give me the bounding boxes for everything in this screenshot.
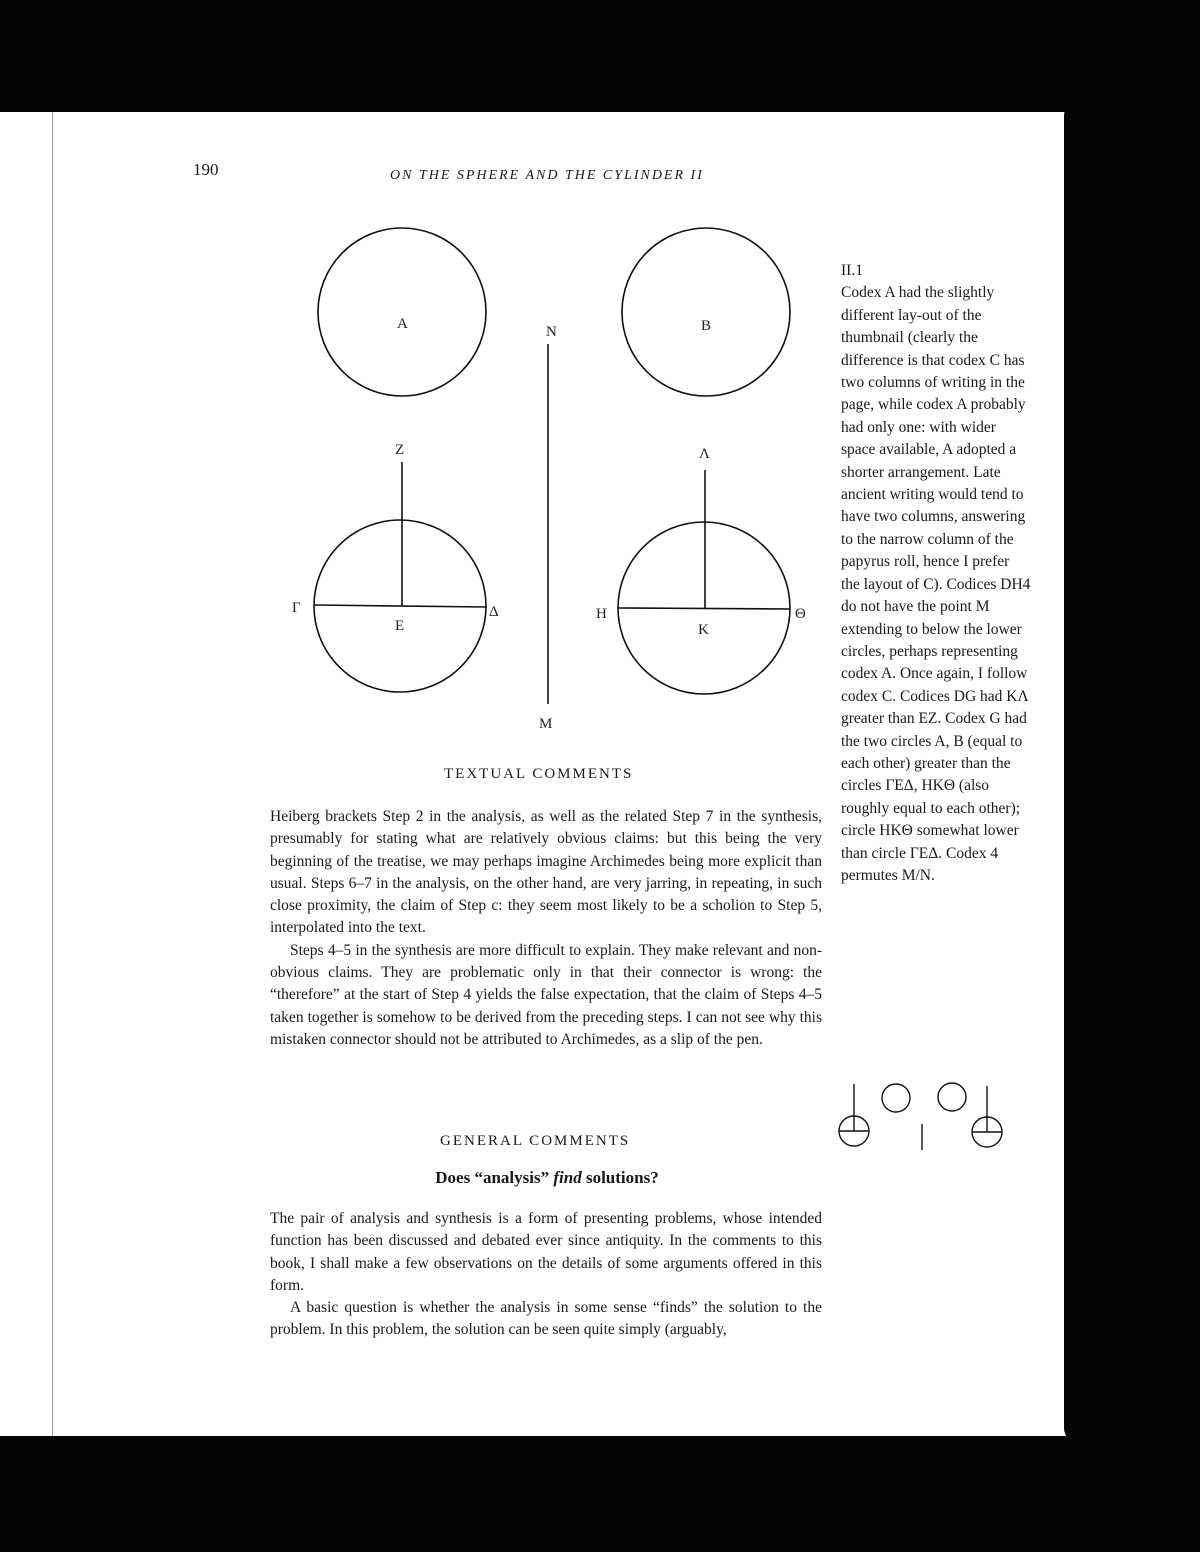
thumb-circle-upper-right [938,1083,966,1111]
subheading-pre: Does “analysis” [435,1168,554,1187]
label-k: K [698,622,709,638]
label-e: E [395,618,405,634]
margin-note-text: Codex A had the slightly different lay-out of the thumbnail (clearly the difference is that codex C has two columns of writing in the page, while codex A probably had only one: with wider space available, A adopted a shorter arrangement. Late ancient writing would tend to have two columns, answering to the narrow column of the papyrus roll, hence I prefer the layout of C). Codices DH4 do not have the point M extending to below the lower circles, perhaps representing codex A. Once again, I follow codex C. Codices DG had KΛ greater than EZ. Codex G had the two circles A, B (equal to each other) greater than the circles ΓEΔ, HKΘ (also roughly equal to each other); circle HKΘ somewhat lower than circle ΓEΔ. Codex 4 permutes M/N. [841,284,1031,884]
general-comments-body [270,1208,822,1342]
label-m: M [539,716,553,732]
paragraph: The pair of analysis and synthesis is a form of presenting problems, whose intended function has been discussed and debated ever since antiquity. In the comments to this book, I shall make a few observations on the details of some arguments offered in this form. [270,1210,822,1294]
running-head: ON THE SPHERE AND THE CYLINDER II [390,168,704,183]
subheading-post: solutions? [581,1168,659,1187]
diameter-h-theta [618,608,790,609]
diameter-gamma-delta [314,605,487,607]
label-h: H [596,606,607,622]
geometry-figure [280,226,820,766]
scan-right-border [1064,100,1200,1444]
paragraph: Heiberg brackets Step 2 in the analysis, as well as the related Step 7 in the synthesis, presumably for stating what are relatively obvious claims: but this being the very beginning of the treatise, we may perhaps imagine Archimedes being more explicit than usual. Steps 6–7 in the analysis, on the other hand, are very jarring, in repeating, in such close proximity, the claim of Step c: they seem most likely to be a scholion to Step 5, interpolated into the text. [270,808,822,937]
page-left-edge [52,112,53,1436]
label-lambda: Λ [699,446,710,462]
section-heading-general-comments: GENERAL COMMENTS [440,1133,631,1149]
circle-a [318,228,486,396]
page-number: 190 [193,160,219,179]
subheading [270,1168,824,1188]
label-z: Z [395,442,405,458]
label-b: B [701,318,712,334]
paragraph: A basic question is whether the analysis in some sense “finds” the solution to the problem. In this problem, the solution can be seen quite simply (arguably, [270,1299,822,1339]
circle-b [622,228,790,396]
scan-top-border [0,0,1200,112]
scan-bottom-border [0,1436,1200,1552]
subheading-emphasis: find [553,1168,582,1187]
label-n: N [546,324,557,340]
paragraph: Steps 4–5 in the synthesis are more difficult to explain. They make relevant and non-obvious claims. They are problematic only in that their connector is wrong: the “therefore” at the start of Step 4 yields the false expectation, that the claim of Steps 4–5 taken together is somehow to be derived from the preceding steps. I can not see why this mistaken connector should not be attributed to Archimedes, as a slip of the pen. [270,941,822,1048]
section-heading-textual-comments: TEXTUAL COMMENTS [444,766,634,782]
margin-note-label: II.1 [841,262,863,279]
label-a: A [397,316,408,332]
thumb-circle-upper-left [882,1084,910,1112]
label-theta: Θ [795,606,806,622]
thumbnail-diagram [838,1082,1013,1157]
label-delta: Δ [489,604,499,620]
textual-comments-body [270,806,822,1051]
label-gamma: Γ [292,600,301,616]
margin-note [841,260,1031,887]
